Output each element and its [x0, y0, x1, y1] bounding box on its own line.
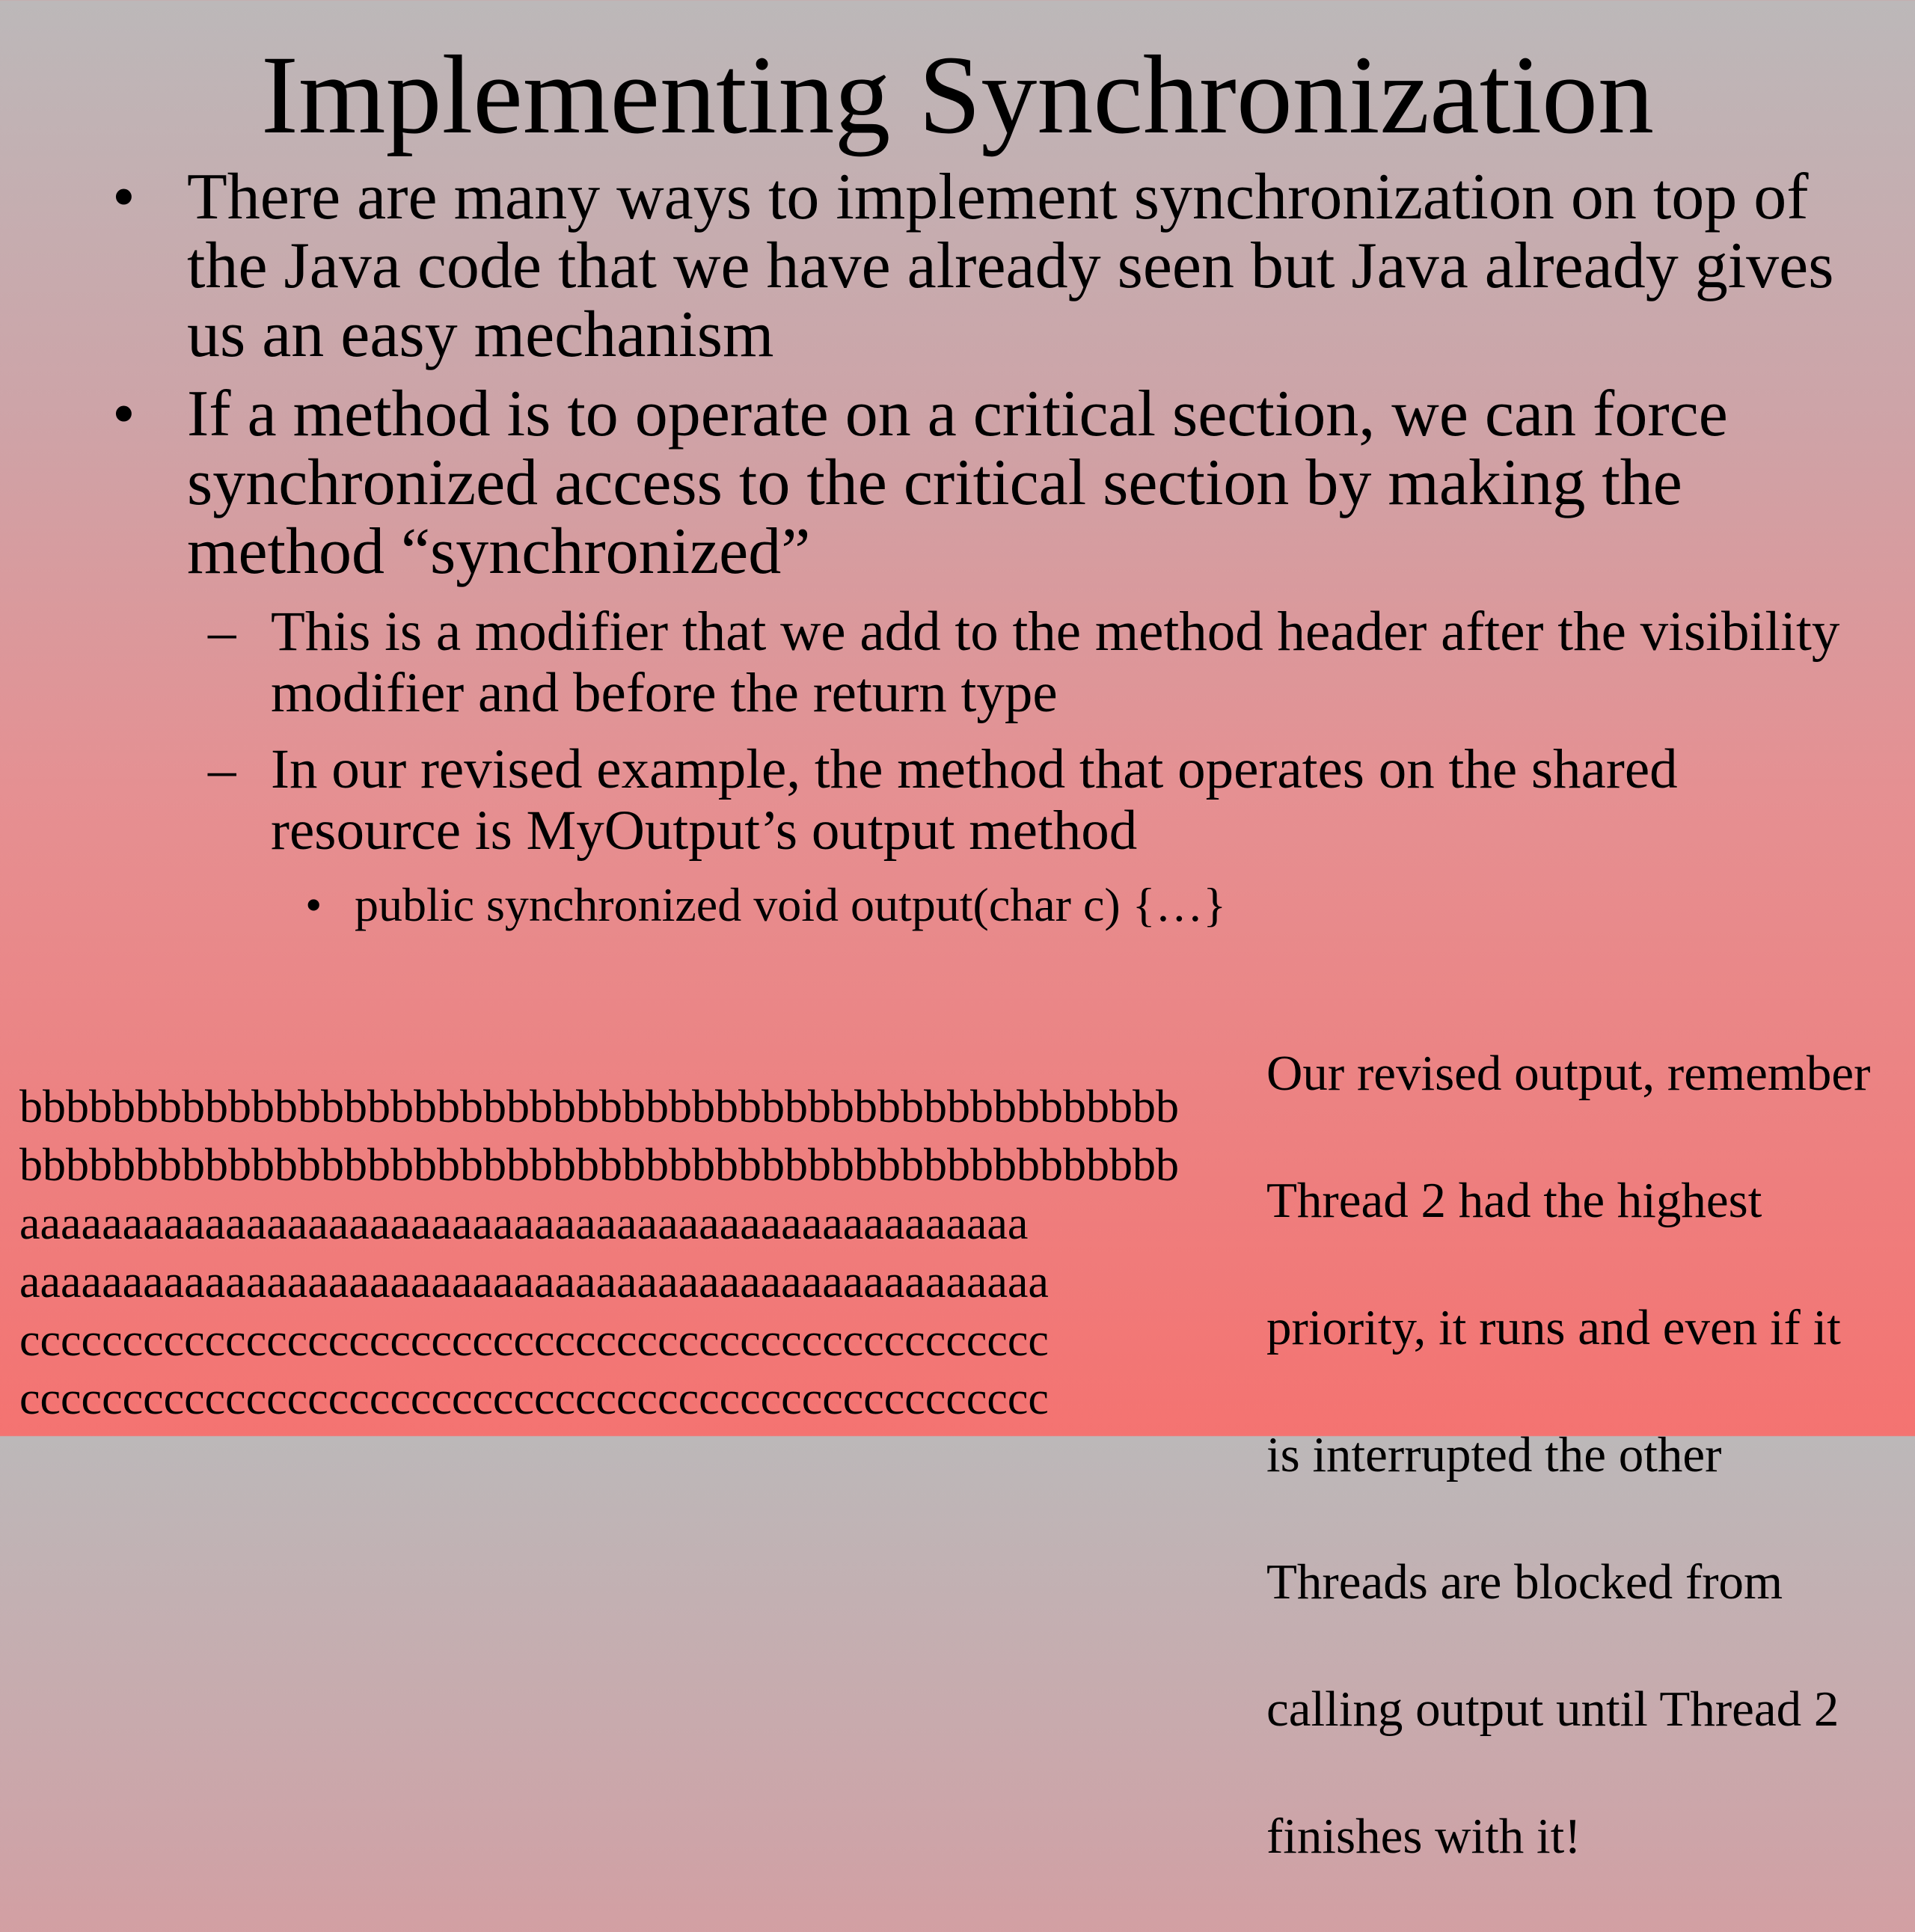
note-line: is interrupted the other: [1266, 1427, 1722, 1482]
note-line: priority, it runs and even if it: [1266, 1300, 1841, 1355]
note-line: calling output until Thread 2: [1266, 1681, 1839, 1737]
output-line: aaaaaaaaaaaaaaaaaaaaaaaaaaaaaaaaaaaaaaaaaaaaaaaaa: [19, 1198, 1029, 1249]
note-line: Threads are blocked from: [1266, 1554, 1783, 1610]
output-line: cccccccccccccccccccccccccccccccccccccccccccccccccc: [19, 1315, 1049, 1366]
bullet-marker: •: [305, 878, 322, 931]
dash-marker: –: [208, 738, 236, 800]
bullet-text: If a method is to operate on a critical section, we can force synchronized access to the critical section by making the method “synchronized”: [187, 378, 1728, 588]
note-line: finishes with it!: [1266, 1809, 1581, 1864]
output-explanation-note: [1266, 978, 1915, 1932]
output-line: cccccccccccccccccccccccccccccccccccccccccccccccccc: [19, 1373, 1049, 1424]
program-output: [19, 1078, 1179, 1428]
sub-bullet-item: [112, 601, 1878, 724]
bullet-item: [112, 380, 1878, 586]
sub-bullet-text: In our revised example, the method that operates on the shared resource is MyOutput’s output method: [271, 738, 1678, 862]
sub-bullet-item: [112, 739, 1878, 862]
bullet-item: [112, 163, 1878, 369]
bullet-marker: •: [112, 161, 135, 233]
note-line: Thread 2 had the highest: [1266, 1173, 1762, 1228]
bullet-marker: •: [112, 378, 135, 450]
bullet-text: There are many ways to implement synchronization on top of the Java code that we have already seen but Java already gives us an easy mechanism: [187, 161, 1834, 371]
dash-marker: –: [208, 601, 236, 663]
sub-bullet-text: This is a modifier that we add to the method header after the visibility modifier and before the return type: [271, 601, 1840, 724]
output-line: bbbbbbbbbbbbbbbbbbbbbbbbbbbbbbbbbbbbbbbbbbbbbbbbbb: [19, 1140, 1179, 1191]
bullet-list: [112, 163, 1878, 935]
output-line: aaaaaaaaaaaaaaaaaaaaaaaaaaaaaaaaaaaaaaaaaaaaaaaaaa: [19, 1257, 1049, 1307]
output-line: bbbbbbbbbbbbbbbbbbbbbbbbbbbbbbbbbbbbbbbbbbbbbbbbbb: [19, 1082, 1179, 1132]
slide-title: Implementing Synchronization: [260, 33, 1655, 157]
note-line: Our revised output, remember: [1266, 1046, 1871, 1101]
code-signature-text: public synchronized void output(char c) {…}: [355, 878, 1227, 931]
code-bullet-item: [112, 875, 1878, 935]
